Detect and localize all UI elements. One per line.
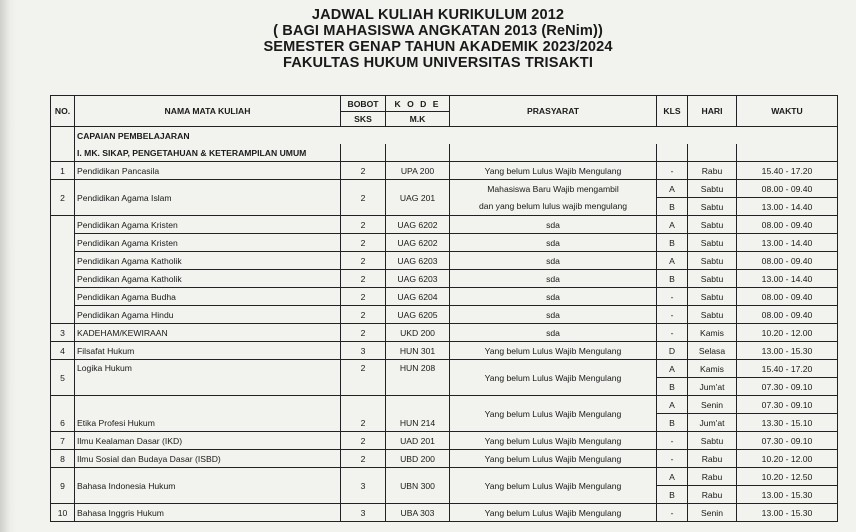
schedule-table: [50, 95, 838, 522]
cell-nama: Pendidikan Agama Kristen: [75, 234, 341, 252]
cell-kode: UAG 6203: [386, 252, 450, 270]
cell-kode: UKD 200: [386, 324, 450, 342]
cell-kls: B: [657, 270, 688, 288]
cell-waktu: 08.00 - 09.40: [737, 180, 838, 198]
cell-kls: A: [657, 252, 688, 270]
cell-no: 2: [51, 180, 75, 216]
cell-waktu: 13.00 - 14.40: [737, 270, 838, 288]
cell-waktu: 10.20 - 12.00: [737, 324, 838, 342]
cell-kode: HUN 301: [386, 342, 450, 360]
cell-nama: Logika Hukum: [75, 360, 341, 396]
cell-waktu: 13.00 - 14.40: [737, 234, 838, 252]
cell-kls: B: [657, 414, 688, 432]
empty-cell: [657, 144, 688, 162]
table-row: [51, 432, 838, 450]
empty-cell: [51, 144, 75, 162]
table-row: [51, 396, 838, 414]
empty-cell: [51, 270, 75, 288]
cell-sks: 3: [341, 342, 386, 360]
cell-sks: 2: [341, 432, 386, 450]
cell-prasyarat: Yang belum Lulus Wajib Mengulang: [450, 162, 657, 180]
empty-cell: [450, 144, 657, 162]
cell-prasyarat: sda: [450, 288, 657, 306]
cell-prasyarat: sda: [450, 306, 657, 324]
table-row: [51, 234, 838, 252]
empty-cell: [737, 144, 838, 162]
cell-waktu: 07.30 - 09.10: [737, 396, 838, 414]
cell-sks: 2: [341, 234, 386, 252]
cell-hari: Sabtu: [688, 432, 737, 450]
cell-kode: UBA 303: [386, 504, 450, 522]
table-row: [51, 270, 838, 288]
cell-sks: 2: [341, 396, 386, 432]
cell-waktu: 08.00 - 09.40: [737, 306, 838, 324]
cell-kode: HUN 214: [386, 396, 450, 432]
cell-prasyarat: Yang belum Lulus Wajib Mengulang: [450, 432, 657, 450]
cell-hari: Senin: [688, 504, 737, 522]
table-row: [51, 324, 838, 342]
cell-kode: UPA 200: [386, 162, 450, 180]
cell-nama: Bahasa Inggris Hukum: [75, 504, 341, 522]
cell-kls: B: [657, 234, 688, 252]
cell-sks: 2: [341, 360, 386, 396]
cell-sks: 2: [341, 288, 386, 306]
empty-cell: [386, 144, 450, 162]
cell-kode: UAG 6202: [386, 216, 450, 234]
table-row: [51, 306, 838, 324]
col-header-prasyarat: PRASYARAT: [450, 96, 657, 127]
cell-prasyarat: Yang belum Lulus Wajib Mengulang: [450, 504, 657, 522]
cell-sks: 3: [341, 468, 386, 504]
cell-prasyarat1: Mahasiswa Baru Wajib mengambil: [450, 180, 657, 198]
cell-hari: Rabu: [688, 450, 737, 468]
cell-hari: Senin: [688, 396, 737, 414]
cell-hari: Rabu: [688, 486, 737, 504]
cell-waktu: 10.20 - 12.50: [737, 468, 838, 486]
cell-sks: 2: [341, 216, 386, 234]
cell-hari: Jum'at: [688, 414, 737, 432]
cell-kode: UAG 6205: [386, 306, 450, 324]
cell-hari: Kamis: [688, 324, 737, 342]
section-subtitle: I. MK. SIKAP, PENGETAHUAN & KETERAMPILAN UMUM: [75, 144, 341, 162]
empty-cell: [51, 252, 75, 270]
table-row: [51, 180, 838, 198]
cell-kode: UAG 6202: [386, 234, 450, 252]
cell-kode: UBN 300: [386, 468, 450, 504]
cell-waktu: 13.00 - 15.30: [737, 342, 838, 360]
cell-nama: Etika Profesi Hukum: [75, 396, 341, 432]
cell-hari: Sabtu: [688, 216, 737, 234]
cell-no: 6: [51, 396, 75, 432]
table-row: [51, 450, 838, 468]
cell-waktu: 07.30 - 09.10: [737, 378, 838, 396]
cell-prasyarat2: dan yang belum lulus wajib mengulang: [450, 198, 657, 216]
table-row: [51, 288, 838, 306]
cell-waktu: 13.00 - 15.30: [737, 504, 838, 522]
col-header-no: NO.: [51, 96, 75, 127]
cell-sks: 2: [341, 306, 386, 324]
col-header-mk: M.K: [386, 112, 450, 127]
table-row: [51, 360, 838, 378]
cell-no: 7: [51, 432, 75, 450]
cell-prasyarat: sda: [450, 252, 657, 270]
cell-nama: Pendidikan Agama Hindu: [75, 306, 341, 324]
empty-cell: [51, 288, 75, 306]
cell-kls: -: [657, 450, 688, 468]
col-header-sks: SKS: [341, 112, 386, 127]
table-row: [51, 252, 838, 270]
cell-kls: A: [657, 216, 688, 234]
cell-kls: A: [657, 468, 688, 486]
cell-nama: Pendidikan Pancasila: [75, 162, 341, 180]
cell-kls: A: [657, 180, 688, 198]
cell-kode: UBD 200: [386, 450, 450, 468]
cell-waktu: 07.30 - 09.10: [737, 432, 838, 450]
cell-no: 5: [51, 360, 75, 396]
cell-prasyarat: Yang belum Lulus Wajib Mengulang: [450, 468, 657, 504]
table-row: [51, 162, 838, 180]
cell-sks: 2: [341, 162, 386, 180]
cell-sks: 2: [341, 252, 386, 270]
cell-hari: Selasa: [688, 342, 737, 360]
cell-hari: Sabtu: [688, 306, 737, 324]
cell-kls: -: [657, 162, 688, 180]
cell-kode: UAG 6204: [386, 288, 450, 306]
header-line-3: SEMESTER GENAP TAHUN AKADEMIK 2023/2024: [263, 39, 613, 55]
cell-kode: UAD 201: [386, 432, 450, 450]
empty-cell: [688, 144, 737, 162]
cell-sks: 2: [341, 180, 386, 216]
cell-kls: D: [657, 342, 688, 360]
cell-prasyarat: sda: [450, 270, 657, 288]
cell-kls: B: [657, 198, 688, 216]
cell-no: 10: [51, 504, 75, 522]
cell-nama: Pendidikan Agama Kristen: [75, 216, 341, 234]
cell-waktu: 08.00 - 09.40: [737, 288, 838, 306]
table-row: [51, 342, 838, 360]
cell-kls: -: [657, 432, 688, 450]
cell-kode: HUN 208: [386, 360, 450, 396]
col-header-kls: KLS: [657, 96, 688, 127]
header-line-4: FAKULTAS HUKUM UNIVERSITAS TRISAKTI: [283, 55, 593, 71]
cell-no: 1: [51, 162, 75, 180]
cell-no: 4: [51, 342, 75, 360]
cell-hari: Sabtu: [688, 234, 737, 252]
cell-waktu: 10.20 - 12.00: [737, 450, 838, 468]
cell-kls: A: [657, 396, 688, 414]
cell-nama: Pendidikan Agama Budha: [75, 288, 341, 306]
cell-kls: B: [657, 486, 688, 504]
cell-waktu: 15.40 - 17.20: [737, 162, 838, 180]
cell-waktu: 08.00 - 09.40: [737, 216, 838, 234]
cell-waktu: 15.40 - 17.20: [737, 360, 838, 378]
cell-waktu: 08.00 - 09.40: [737, 252, 838, 270]
cell-hari: Rabu: [688, 162, 737, 180]
cell-sks: 3: [341, 504, 386, 522]
empty-cell: [51, 127, 75, 145]
cell-hari: Sabtu: [688, 198, 737, 216]
cell-nama: Pendidikan Agama Islam: [75, 180, 341, 216]
document-header: [0, 7, 856, 71]
cell-sks: 2: [341, 324, 386, 342]
cell-kls: -: [657, 504, 688, 522]
cell-sks: 2: [341, 450, 386, 468]
cell-hari: Jum'at: [688, 378, 737, 396]
cell-hari: Sabtu: [688, 270, 737, 288]
cell-prasyarat: sda: [450, 216, 657, 234]
col-header-hari: HARI: [688, 96, 737, 127]
cell-hari: Sabtu: [688, 180, 737, 198]
empty-cell: [51, 306, 75, 324]
cell-kode: UAG 201: [386, 180, 450, 216]
cell-nama: Pendidikan Agama Katholik: [75, 252, 341, 270]
empty-cell: [341, 144, 386, 162]
cell-waktu: 13.00 - 14.40: [737, 198, 838, 216]
page-edge-shadow: [0, 0, 16, 532]
header-line-1: JADWAL KULIAH KURIKULUM 2012: [311, 7, 565, 23]
col-header-waktu: WAKTU: [737, 96, 838, 127]
cell-kode: UAG 6203: [386, 270, 450, 288]
section-title: CAPAIAN PEMBELAJARAN: [75, 127, 838, 145]
cell-nama: Ilmu Sosial dan Budaya Dasar (ISBD): [75, 450, 341, 468]
cell-hari: Sabtu: [688, 252, 737, 270]
cell-prasyarat: Yang belum Lulus Wajib Mengulang: [450, 342, 657, 360]
table-row: [51, 468, 838, 486]
cell-no: 3: [51, 324, 75, 342]
cell-prasyarat: Yang belum Lulus Wajib Mengulang: [450, 360, 657, 396]
cell-prasyarat: Yang belum Lulus Wajib Mengulang: [450, 396, 657, 432]
col-header-kode: K O D E: [386, 96, 450, 112]
cell-hari: Sabtu: [688, 288, 737, 306]
cell-prasyarat: sda: [450, 324, 657, 342]
cell-waktu: 13.00 - 15.30: [737, 486, 838, 504]
cell-no: 8: [51, 450, 75, 468]
table-row: [51, 216, 838, 234]
cell-nama: Bahasa Indonesia Hukum: [75, 468, 341, 504]
cell-kls: -: [657, 324, 688, 342]
cell-nama: Filsafat Hukum: [75, 342, 341, 360]
cell-prasyarat: Yang belum Lulus Wajib Mengulang: [450, 450, 657, 468]
cell-kls: -: [657, 306, 688, 324]
cell-waktu: 13.30 - 15.10: [737, 414, 838, 432]
header-line-2: ( BAGI MAHASISWA ANGKATAN 2013 (ReNim)): [273, 23, 603, 39]
col-header-nama: NAMA MATA KULIAH: [75, 96, 341, 127]
cell-nama: KADEHAM/KEWIRAAN: [75, 324, 341, 342]
cell-hari: Rabu: [688, 468, 737, 486]
col-header-bobot: BOBOT: [341, 96, 386, 112]
cell-sks: 2: [341, 270, 386, 288]
cell-hari: Kamis: [688, 360, 737, 378]
empty-cell: [51, 216, 75, 234]
cell-nama: Ilmu Kealaman Dasar (IKD): [75, 432, 341, 450]
cell-no: 9: [51, 468, 75, 504]
cell-nama: Pendidikan Agama Katholik: [75, 270, 341, 288]
cell-kls: -: [657, 288, 688, 306]
cell-kls: B: [657, 378, 688, 396]
cell-kls: A: [657, 360, 688, 378]
empty-cell: [51, 234, 75, 252]
table-row: [51, 504, 838, 522]
cell-prasyarat: sda: [450, 234, 657, 252]
